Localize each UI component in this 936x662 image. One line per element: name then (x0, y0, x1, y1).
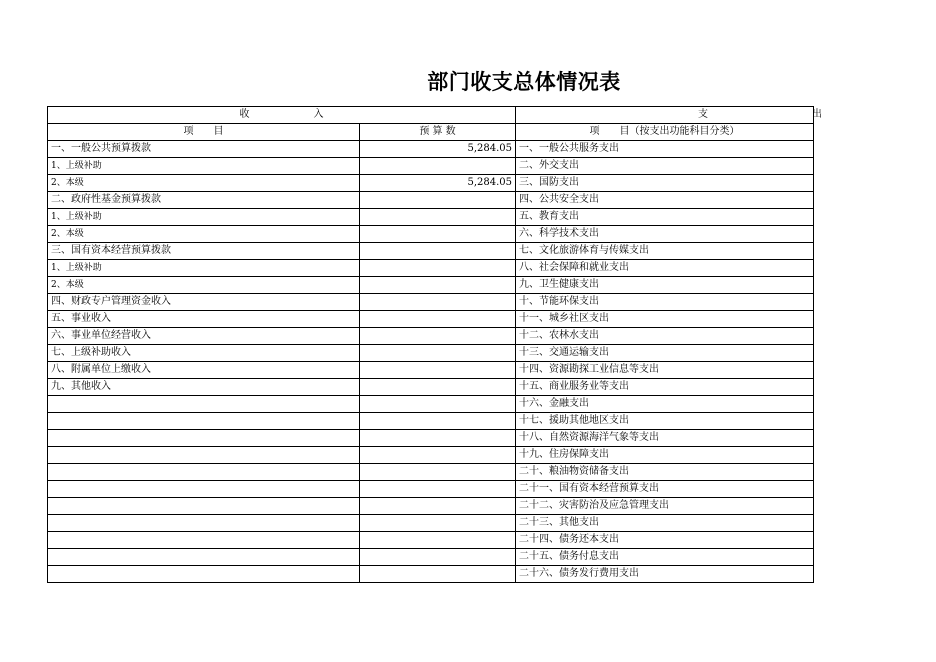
column-header-expense-item: 项 目（按支出功能科目分类） (516, 124, 814, 141)
income-item-cell (48, 532, 360, 549)
expense-item-cell: 二十、粮油物资储备支出 (516, 464, 814, 481)
income-item-cell (48, 481, 360, 498)
budget-amount-cell (360, 345, 516, 362)
budget-amount-cell (360, 481, 516, 498)
budget-amount-cell (360, 379, 516, 396)
income-section-header (48, 107, 516, 124)
income-item-cell (48, 515, 360, 532)
income-item-cell: 五、事业收入 (48, 311, 360, 328)
table-row (48, 328, 814, 345)
budget-amount-cell (360, 294, 516, 311)
table-row (48, 464, 814, 481)
income-item-cell: 2、本级 (48, 277, 360, 294)
expense-item-cell: 四、公共安全支出 (516, 192, 814, 209)
table-row (48, 260, 814, 277)
table-row (48, 498, 814, 515)
expense-item-cell: 十三、交通运输支出 (516, 345, 814, 362)
expense-item-cell: 十七、援助其他地区支出 (516, 413, 814, 430)
budget-amount-cell (360, 532, 516, 549)
table-row (48, 362, 814, 379)
table-row (48, 226, 814, 243)
column-header-item: 项 目 (48, 124, 360, 141)
expense-item-cell: 二、外交支出 (516, 158, 814, 175)
budget-amount-cell (360, 226, 516, 243)
table-row (48, 345, 814, 362)
table-row (48, 243, 814, 260)
income-item-cell: 一、一般公共预算拨款 (48, 141, 360, 158)
budget-amount-cell (360, 328, 516, 345)
expense-item-cell: 六、科学技术支出 (516, 226, 814, 243)
expense-item-cell: 三、国防支出 (516, 175, 814, 192)
income-item-cell: 二、政府性基金预算拨款 (48, 192, 360, 209)
table-row (48, 311, 814, 328)
budget-amount-cell (360, 413, 516, 430)
table-row (48, 396, 814, 413)
expense-section-header (516, 107, 822, 124)
expense-item-cell: 十九、住房保障支出 (516, 447, 814, 464)
table-row (48, 549, 814, 566)
income-item-cell: 1、上级补助 (48, 209, 360, 226)
expense-item-cell: 二十三、其他支出 (516, 515, 814, 532)
expense-item-cell: 十二、农林水支出 (516, 328, 814, 345)
income-header-char-1: 收 (239, 109, 250, 120)
budget-amount-cell (360, 515, 516, 532)
table-row (48, 532, 814, 549)
expense-item-cell: 十五、商业服务业等支出 (516, 379, 814, 396)
expense-item-cell: 十四、资源勘探工业信息等支出 (516, 362, 814, 379)
expense-item-cell: 八、社会保障和就业支出 (516, 260, 814, 277)
budget-amount-cell (360, 158, 516, 175)
expense-item-cell: 二十六、债务发行费用支出 (516, 566, 814, 583)
table-row (48, 430, 814, 447)
expense-header-char-1: 支 (698, 109, 708, 120)
income-item-cell (48, 464, 360, 481)
budget-amount-cell (360, 549, 516, 566)
table-row (48, 209, 814, 226)
budget-amount-cell (360, 243, 516, 260)
income-item-cell: 六、事业单位经营收入 (48, 328, 360, 345)
income-item-cell: 1、上级补助 (48, 260, 360, 277)
budget-amount-cell (360, 447, 516, 464)
expense-item-cell: 二十一、国有资本经营预算支出 (516, 481, 814, 498)
income-item-cell: 八、附属单位上缴收入 (48, 362, 360, 379)
income-item-cell (48, 566, 360, 583)
expense-item-cell: 一、一般公共服务支出 (516, 141, 814, 158)
table-row (48, 515, 814, 532)
budget-amount-cell: 5,284.05 (360, 141, 516, 158)
income-item-cell (48, 498, 360, 515)
budget-amount-cell (360, 362, 516, 379)
income-item-cell (48, 430, 360, 447)
expense-item-cell: 五、教育支出 (516, 209, 814, 226)
expense-item-cell: 七、文化旅游体育与传媒支出 (516, 243, 814, 260)
table-row (48, 192, 814, 209)
expense-item-cell: 十、节能环保支出 (516, 294, 814, 311)
table-row (48, 413, 814, 430)
income-item-cell: 九、其他收入 (48, 379, 360, 396)
table-row (48, 294, 814, 311)
income-item-cell: 2、本级 (48, 175, 360, 192)
budget-amount-cell: 5,284.05 (360, 175, 516, 192)
table-row (48, 277, 814, 294)
table-row (48, 566, 814, 583)
income-item-cell (48, 396, 360, 413)
income-item-cell: 2、本级 (48, 226, 360, 243)
expense-item-cell: 十一、城乡社区支出 (516, 311, 814, 328)
budget-amount-cell (360, 311, 516, 328)
table-row (48, 158, 814, 175)
income-item-cell: 1、上级补助 (48, 158, 360, 175)
table-row (48, 175, 814, 192)
budget-amount-cell (360, 464, 516, 481)
income-item-cell: 七、上级补助收入 (48, 345, 360, 362)
expense-item-cell: 九、卫生健康支出 (516, 277, 814, 294)
expense-item-cell: 二十四、债务还本支出 (516, 532, 814, 549)
expense-item-cell: 十八、自然资源海洋气象等支出 (516, 430, 814, 447)
budget-amount-cell (360, 396, 516, 413)
expense-item-cell: 二十二、灾害防治及应急管理支出 (516, 498, 814, 515)
budget-amount-cell (360, 209, 516, 226)
table-row (48, 447, 814, 464)
expense-header-char-2: 出 (812, 109, 822, 120)
table-row (48, 379, 814, 396)
budget-amount-cell (360, 430, 516, 447)
column-header-budget: 预 算 数 (360, 124, 516, 141)
budget-amount-cell (360, 260, 516, 277)
budget-amount-cell (360, 498, 516, 515)
table-row (48, 141, 814, 158)
column-header-row (48, 124, 814, 141)
income-header-char-2: 入 (313, 109, 324, 120)
income-item-cell (48, 413, 360, 430)
expense-item-cell: 二十五、债务付息支出 (516, 549, 814, 566)
budget-amount-cell (360, 566, 516, 583)
income-item-cell: 三、国有资本经营预算拨款 (48, 243, 360, 260)
budget-amount-cell (360, 192, 516, 209)
income-expense-table (47, 106, 822, 583)
income-item-cell (48, 447, 360, 464)
expense-item-cell: 十六、金融支出 (516, 396, 814, 413)
income-item-cell: 四、财政专户管理资金收入 (48, 294, 360, 311)
section-header-row (48, 107, 814, 124)
table-row (48, 481, 814, 498)
income-item-cell (48, 549, 360, 566)
page-title: 部门收支总体情况表 (427, 70, 621, 94)
budget-amount-cell (360, 277, 516, 294)
